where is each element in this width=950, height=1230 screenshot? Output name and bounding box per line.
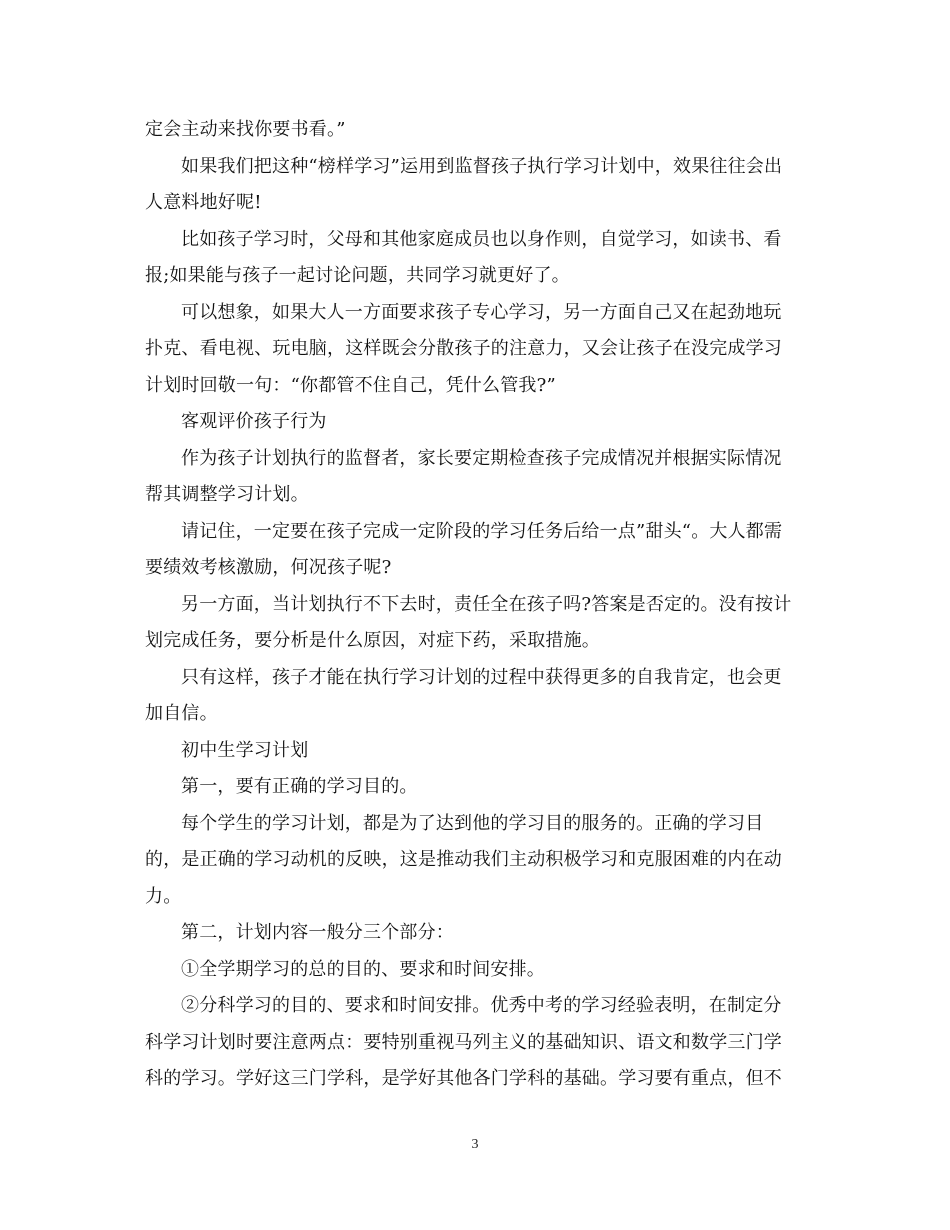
paragraph [145,112,805,149]
text-line: 力。 [145,885,182,907]
paragraph [145,660,805,733]
text-line: 客观评价孩子行为 [181,411,327,432]
text-line: ②分科学习的目的、要求和时间安排。优秀中考的学习经验表明，在制定分 [181,995,782,1016]
text-line: 划完成任务，要分析是什么原因，对症下药，采取措施。 [145,630,600,651]
text-line: 定会主动来找你要书看。” [145,119,346,140]
text-line: 如果我们把这种“榜样学习”运用到监督孩子执行学习计划中，效果往往会出 [181,155,783,177]
text-line: ①全学期学习的总的目的、要求和时间安排。 [181,958,545,980]
text-line: 要绩效考核激励，何况孩子呢? [145,557,392,578]
text-line: 加自信。 [145,703,218,724]
page-number: 3 [471,1137,479,1152]
text-line: 作为孩子计划执行的监督者，家长要定期检查孩子完成情况并根据实际情况 [181,447,782,469]
text-line: 只有这样，孩子才能在执行学习计划的过程中获得更多的自我肯定，也会更 [181,666,782,688]
paragraph [145,587,805,660]
text-line: 科的学习。学好这三门学科，是学好其他各门学科的基础。学习要有重点，但不 [145,1068,782,1089]
text-line: 比如孩子学习时，父母和其他家庭成员也以身作则，自觉学习，如读书、看 [181,228,782,250]
text-line: 帮其调整学习计划。 [145,484,309,505]
text-line: 另一方面，当计划执行不下去时，责任全在孩子吗?答案是否定的。没有按计 [181,593,792,615]
text-line: 每个学生的学习计划，都是为了达到他的学习目的服务的。正确的学习目 [181,812,764,834]
paragraph [145,769,805,806]
text-line: 计划时回敬一句：“你都管不住自己，凭什么管我?” [145,374,556,396]
paragraph [145,733,805,770]
text-line: 科学习计划时要注意两点：要特别重视马列主义的基础知识、语文和数学三门学 [145,1031,782,1053]
text-line: 的，是正确的学习动机的反映，这是推动我们主动积极学习和克服困难的内在动 [145,849,782,870]
text-line: 人意料地好呢! [145,192,262,213]
text-line: 第二，计划内容一般分三个部分： [181,922,454,943]
paragraph [145,295,805,405]
text-line: 第一，要有正确的学习目的。 [181,776,418,797]
paragraph [145,952,805,989]
text-line: 报;如果能与孩子一起讨论问题，共同学习就更好了。 [145,265,570,286]
paragraph [145,441,805,514]
paragraph [145,222,805,295]
paragraph [145,514,805,587]
paragraph [145,988,805,1098]
text-line: 请记住，一定要在孩子完成一定阶段的学习任务后给一点”甜头“。大人都需 [181,520,783,542]
text-line: 初中生学习计划 [181,739,309,761]
document-body [145,112,805,1098]
text-line: 扑克、看电视、玩电脑，这样既会分散孩子的注意力，又会让孩子在没完成学习 [145,338,782,359]
paragraph [145,806,805,916]
text-line: 可以想象，如果大人一方面要求孩子专心学习，另一方面自己又在起劲地玩 [181,301,782,323]
paragraph [145,149,805,222]
paragraph [145,915,805,952]
paragraph [145,404,805,441]
